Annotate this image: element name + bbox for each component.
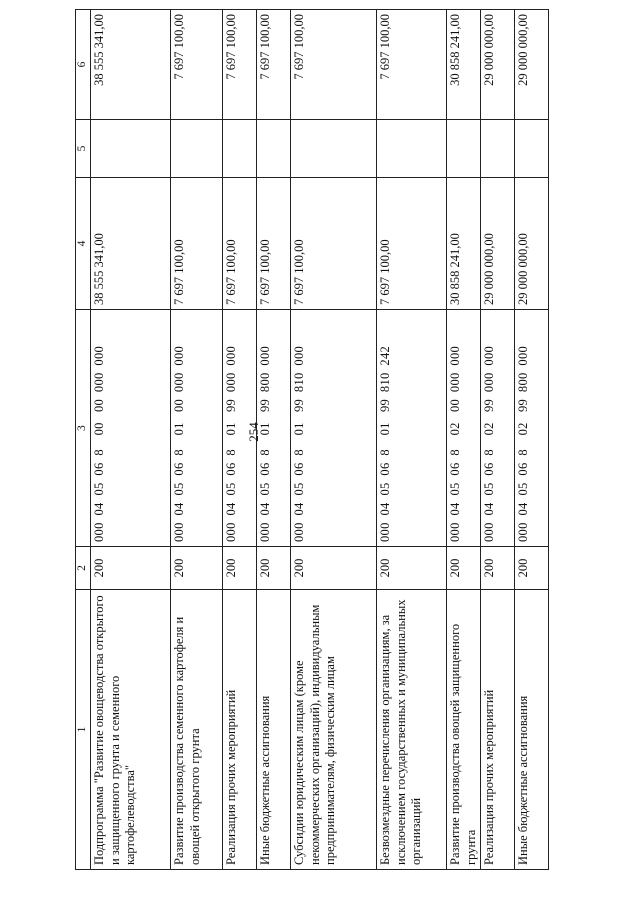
row-classifier: 000 04 05 06 8 01 99 800 000 — [257, 310, 291, 547]
row-classifier: 000 04 05 06 8 02 99 800 000 — [515, 310, 549, 547]
row-col6-value: 7 697 100,00 — [377, 10, 447, 120]
table-row — [481, 10, 515, 870]
page-number: 254 — [246, 422, 261, 442]
row-code: 200 — [171, 547, 223, 590]
row-col6-value: 30 858 241,00 — [447, 10, 481, 120]
table-row — [291, 10, 377, 870]
row-name: Иные бюджетные ассигнования — [515, 590, 549, 870]
row-name: Субсидии юридическим лицам (кроме некоммерческих организаций), индивидуальным предпринимателям, физическим лицам — [291, 590, 377, 870]
row-name: Развитие производства семенного картофеля и овощей открытого грунта — [171, 590, 223, 870]
row-classifier: 000 04 05 06 8 01 00 000 000 — [171, 310, 223, 547]
row-col6-value: 38 555 341,00 — [91, 10, 171, 120]
table-row — [223, 10, 257, 870]
row-code: 200 — [377, 547, 447, 590]
row-name: Подпрограмма "Развитие овощеводства открытого и защищенного грунта и семенного картофелеводства" — [91, 590, 171, 870]
row-name: Реализация прочих мероприятий — [223, 590, 257, 870]
row-col4-value: 7 697 100,00 — [171, 178, 223, 310]
row-col5-value — [481, 120, 515, 178]
row-name: Безвозмездные перечисления организациям, за исключением государственных и муниципальных организаций — [377, 590, 447, 870]
row-col6-value: 7 697 100,00 — [291, 10, 377, 120]
row-col5-value — [515, 120, 549, 178]
row-col6-value: 7 697 100,00 — [223, 10, 257, 120]
budget-table — [75, 9, 549, 870]
row-col5-value — [257, 120, 291, 178]
table-row — [515, 10, 549, 870]
row-classifier: 000 04 05 06 8 02 99 000 000 — [481, 310, 515, 547]
row-col5-value — [447, 120, 481, 178]
row-col4-value: 7 697 100,00 — [223, 178, 257, 310]
row-col5-value — [91, 120, 171, 178]
row-col4-value: 7 697 100,00 — [291, 178, 377, 310]
row-code: 200 — [481, 547, 515, 590]
table-row — [91, 10, 171, 870]
row-classifier: 000 04 05 06 8 00 00 000 000 — [91, 310, 171, 547]
row-classifier: 000 04 05 06 8 01 99 810 000 — [291, 310, 377, 547]
header-col-3: 3 — [76, 310, 91, 547]
table-row — [171, 10, 223, 870]
row-col6-value: 29 000 000,00 — [515, 10, 549, 120]
header-col-4: 4 — [76, 178, 91, 310]
header-row — [76, 10, 91, 870]
row-col4-value: 7 697 100,00 — [377, 178, 447, 310]
row-code: 200 — [291, 547, 377, 590]
row-code: 200 — [91, 547, 171, 590]
row-code: 200 — [257, 547, 291, 590]
table-row — [257, 10, 291, 870]
row-name: Иные бюджетные ассигнования — [257, 590, 291, 870]
row-col6-value: 7 697 100,00 — [171, 10, 223, 120]
rotated-table-container — [75, 14, 530, 870]
row-col5-value — [377, 120, 447, 178]
row-col4-value: 38 555 341,00 — [91, 178, 171, 310]
row-code: 200 — [223, 547, 257, 590]
row-col4-value: 7 697 100,00 — [257, 178, 291, 310]
row-col4-value: 29 000 000,00 — [481, 178, 515, 310]
table-row — [447, 10, 481, 870]
row-col4-value: 30 858 241,00 — [447, 178, 481, 310]
row-classifier: 000 04 05 06 8 01 99 000 000 — [223, 310, 257, 547]
row-col5-value — [291, 120, 377, 178]
header-col-6: 6 — [76, 10, 91, 120]
row-col5-value — [223, 120, 257, 178]
row-code: 200 — [447, 547, 481, 590]
row-classifier: 000 04 05 06 8 01 99 810 242 — [377, 310, 447, 547]
row-name: Реализация прочих мероприятий — [481, 590, 515, 870]
row-col6-value: 29 000 000,00 — [481, 10, 515, 120]
header-col-5: 5 — [76, 120, 91, 178]
row-code: 200 — [515, 547, 549, 590]
header-col-2: 2 — [76, 547, 91, 590]
row-col4-value: 29 000 000,00 — [515, 178, 549, 310]
row-classifier: 000 04 05 06 8 02 00 000 000 — [447, 310, 481, 547]
table-row — [377, 10, 447, 870]
row-col5-value — [171, 120, 223, 178]
row-name: Развитие производства овощей защищенного грунта — [447, 590, 481, 870]
row-col6-value: 7 697 100,00 — [257, 10, 291, 120]
header-col-1: 1 — [76, 590, 91, 870]
